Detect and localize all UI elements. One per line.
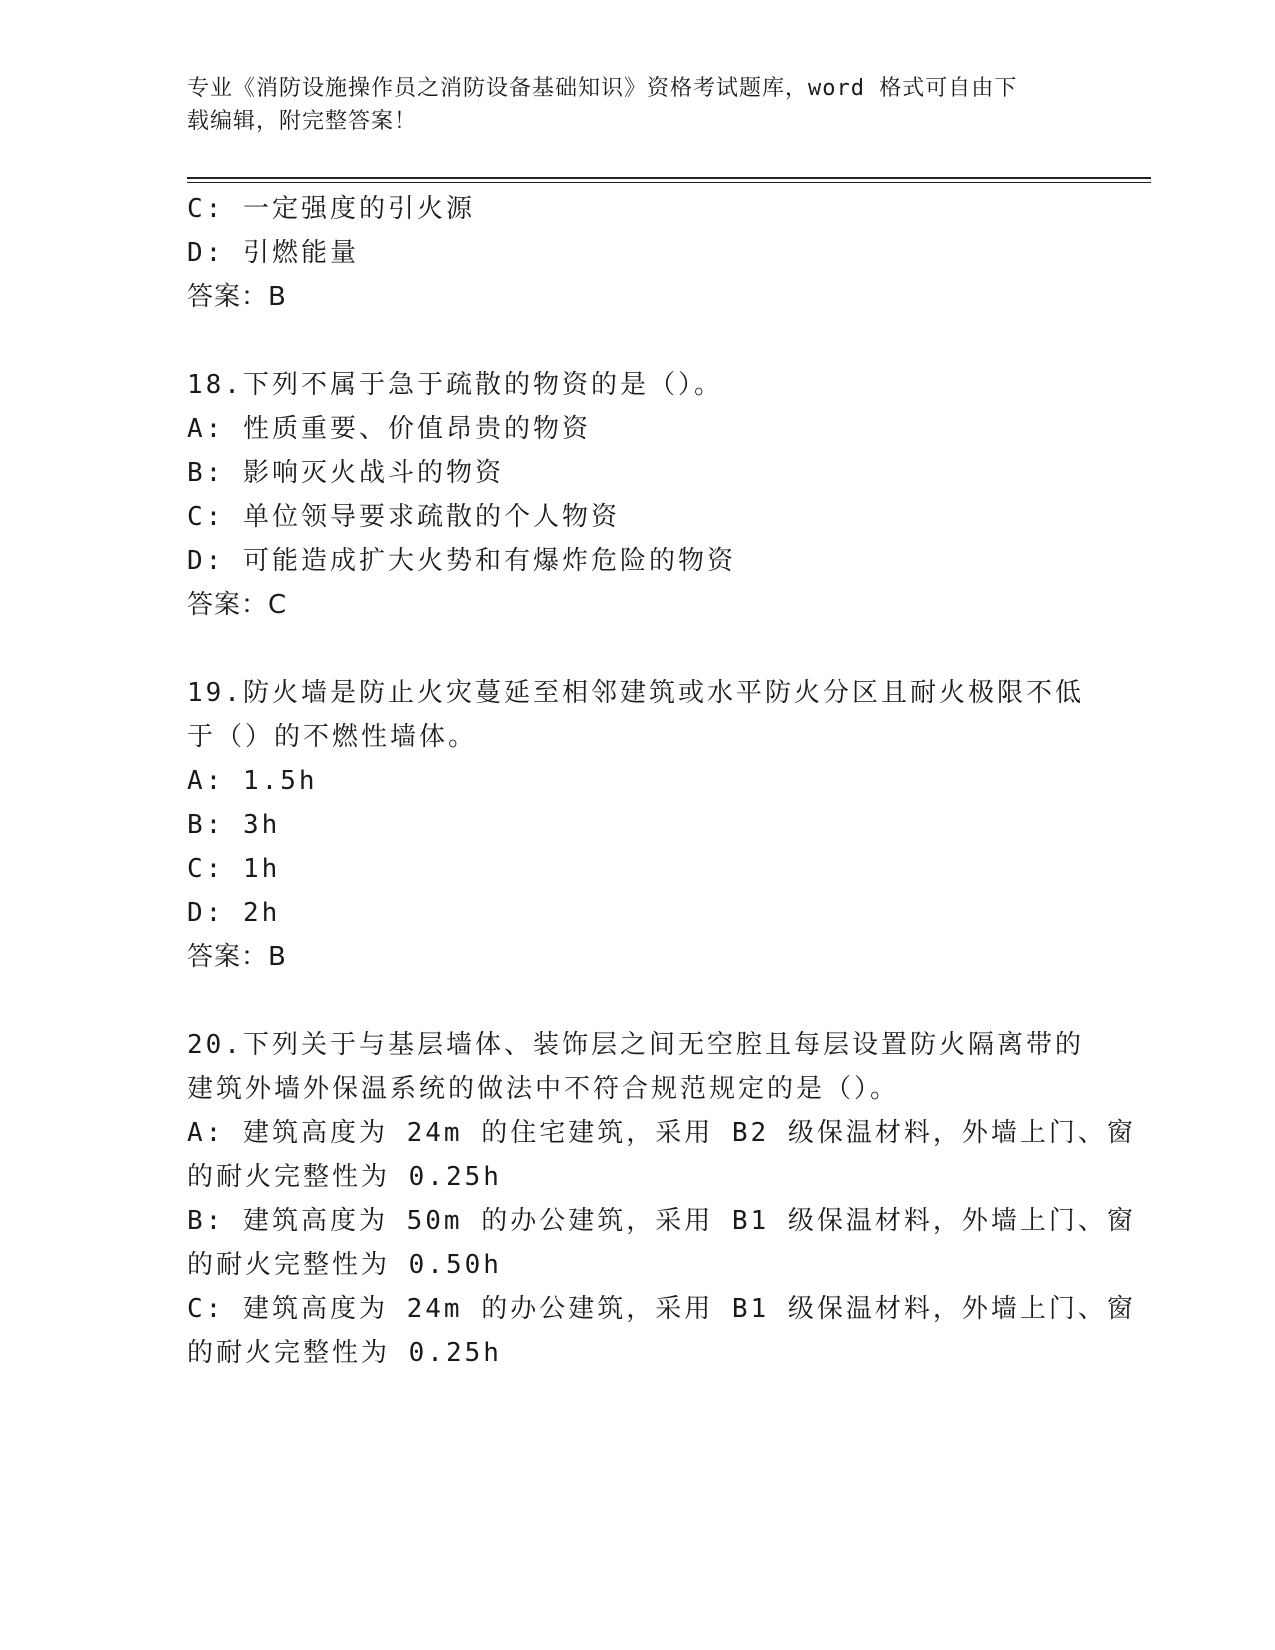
q19-option-d: D: 2h: [187, 898, 281, 928]
q20-option-c-line-1: C: 建筑高度为 24m 的办公建筑，采用 B1 级保温材料，外墙上门、窗: [187, 1294, 1136, 1324]
q20-option-a-line-2: 的耐火完整性为 0.25h: [187, 1162, 502, 1192]
q18-stem: 18.下列不属于急于疏散的物资的是（）。: [187, 370, 723, 400]
q18-option-b: B: 影响灭火战斗的物资: [187, 458, 504, 488]
prev-option-c: C: 一定强度的引火源: [187, 194, 475, 224]
q20-stem-line-2: 建筑外墙外保温系统的做法中不符合规范规定的是（）。: [187, 1074, 900, 1104]
q20-option-a-line-1: A: 建筑高度为 24m 的住宅建筑，采用 B2 级保温材料，外墙上门、窗: [187, 1118, 1136, 1148]
document-header: [187, 72, 1067, 138]
q20-option-c-line-2: 的耐火完整性为 0.25h: [187, 1338, 502, 1368]
header-divider-thin: [187, 182, 1151, 183]
q19-stem-line-2: 于（）的不燃性墙体。: [187, 722, 478, 752]
prev-option-d: D: 引燃能量: [187, 238, 359, 268]
q18-option-c: C: 单位领导要求疏散的个人物资: [187, 502, 620, 532]
q18-option-a: A: 性质重要、价值昂贵的物资: [187, 414, 591, 444]
q19-option-c: C: 1h: [187, 854, 281, 884]
q19-stem-line-1: 19.防火墙是防止火灾蔓延至相邻建筑或水平防火分区且耐火极限不低: [187, 678, 1084, 708]
q20-option-b-line-1: B: 建筑高度为 50m 的办公建筑，采用 B1 级保温材料，外墙上门、窗: [187, 1206, 1136, 1236]
q19-answer: 答案：B: [187, 942, 287, 972]
q18-answer: 答案：C: [187, 590, 288, 620]
q18-option-d: D: 可能造成扩大火势和有爆炸危险的物资: [187, 546, 736, 576]
header-line-1: 专业《消防设施操作员之消防设备基础知识》资格考试题库，word 格式可自由下: [187, 76, 1018, 101]
q20-stem-line-1: 20.下列关于与基层墙体、装饰层之间无空腔且每层设置防火隔离带的: [187, 1030, 1084, 1060]
prev-answer: 答案：B: [187, 282, 287, 312]
q19-option-b: B: 3h: [187, 810, 281, 840]
q20-option-b-line-2: 的耐火完整性为 0.50h: [187, 1250, 502, 1280]
q19-option-a: A: 1.5h: [187, 766, 318, 796]
header-line-2: 载编辑，附完整答案！: [187, 109, 418, 134]
header-divider-thick: [187, 177, 1151, 179]
